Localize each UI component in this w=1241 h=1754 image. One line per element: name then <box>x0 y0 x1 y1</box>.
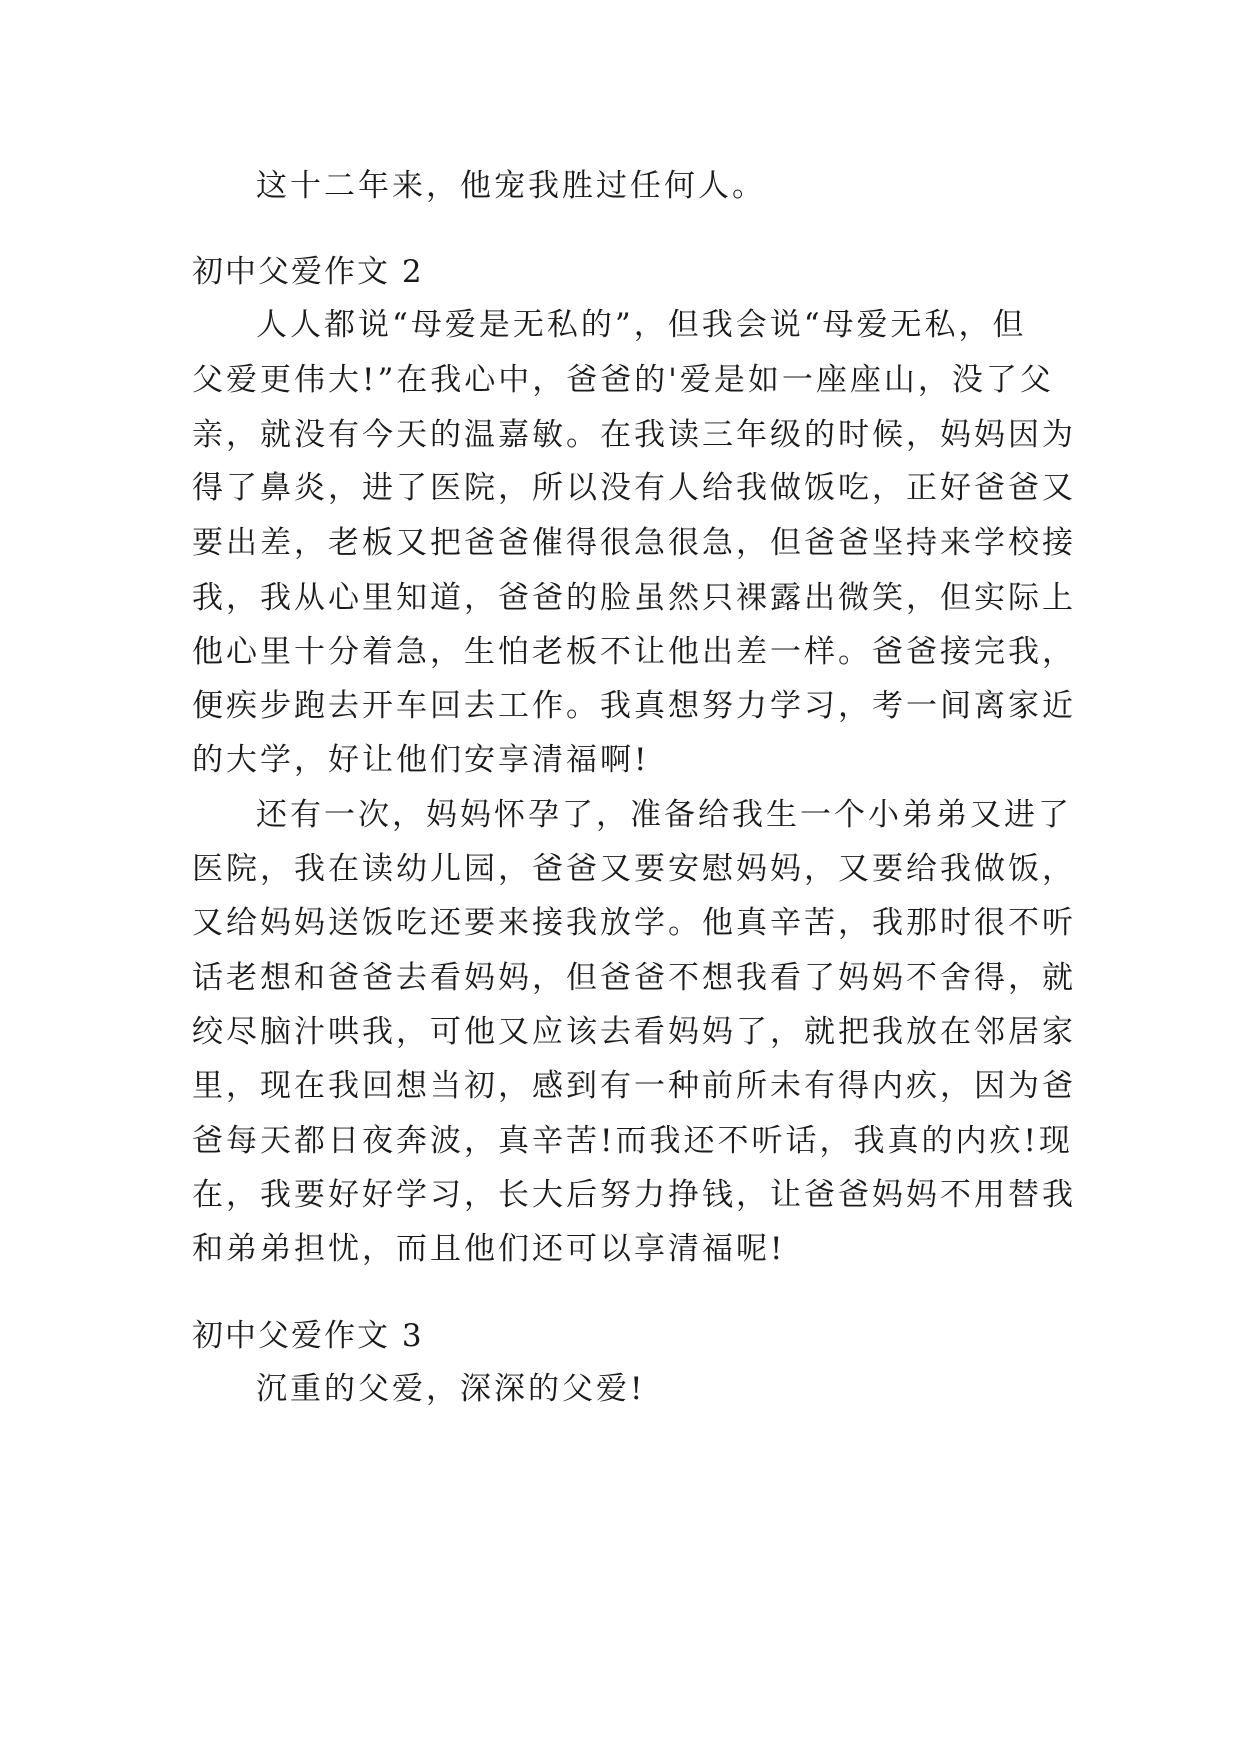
paragraph-line: 亲，就没有今天的温嘉敏。在我读三年级的时候，妈妈因为 <box>192 417 1076 453</box>
paragraph-line: 我，我从心里知道，爸爸的脸虽然只裸露出微笑，但实际上 <box>192 580 1076 616</box>
paragraph-line: 还有一次，妈妈怀孕了，准备给我生一个小弟弟又进了 <box>256 797 1072 833</box>
paragraph-line: 话老想和爸爸去看妈妈，但爸爸不想我看了妈妈不舍得，就 <box>192 960 1076 996</box>
paragraph-line: 沉重的父爱，深深的父爱! <box>256 1371 646 1407</box>
section-2-heading: 初中父爱作文 2 <box>192 254 424 290</box>
paragraph-line: 他心里十分着急，生怕老板不让他出差一样。爸爸接完我， <box>192 634 1076 670</box>
section-3-heading: 初中父爱作文 3 <box>192 1318 424 1354</box>
paragraph-line: 父爱更伟大!”在我心中，爸爸的'爱是如一座座山，没了父 <box>192 362 1054 398</box>
paragraph-line: 的大学，好让他们安享清福啊! <box>192 742 650 778</box>
paragraph-line: 在，我要好好学习，长大后努力挣钱，让爸爸妈妈不用替我 <box>192 1177 1076 1213</box>
paragraph-line: 要出差，老板又把爸爸催得很急很急，但爸爸坚持来学校接 <box>192 525 1076 561</box>
paragraph-line: 医院，我在读幼儿园，爸爸又要安慰妈妈，又要给我做饭， <box>192 851 1076 887</box>
intro-line: 这十二年来，他宠我胜过任何人。 <box>256 168 766 204</box>
paragraph-line: 里，现在我回想当初，感到有一种前所未有得内疚，因为爸 <box>192 1068 1076 1104</box>
paragraph-line: 得了鼻炎，进了医院，所以没有人给我做饭吃，正好爸爸又 <box>192 470 1076 506</box>
paragraph-line: 又给妈妈送饭吃还要来接我放学。他真辛苦，我那时很不听 <box>192 905 1076 941</box>
paragraph-line: 和弟弟担忧，而且他们还可以享清福呢! <box>192 1231 786 1267</box>
paragraph-line: 爸每天都日夜奔波，真辛苦!而我还不听话，我真的内疚!现 <box>192 1123 1073 1159</box>
paragraph-line: 便疾步跑去开车回去工作。我真想努力学习，考一间离家近 <box>192 688 1076 724</box>
paragraph-line: 人人都说“母爱是无私的”，但我会说“母爱无私，但 <box>256 307 1027 343</box>
paragraph-line: 绞尽脑汁哄我，可他又应该去看妈妈了，就把我放在邻居家 <box>192 1014 1076 1050</box>
